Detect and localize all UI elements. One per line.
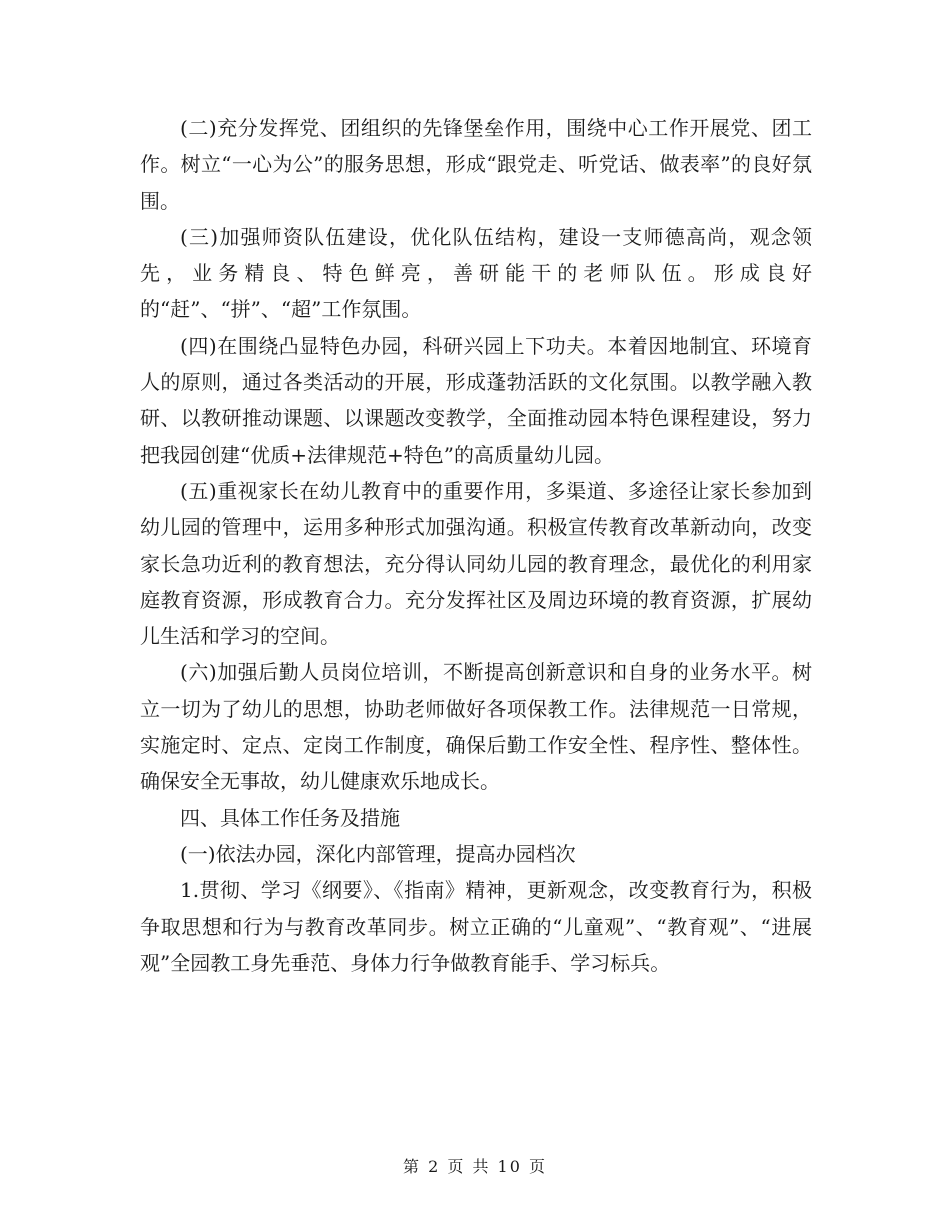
paragraph-parent-role: (五)重视家长在幼儿教育中的重要作用，多渠道、多途径让家长参加到幼儿园的管理中，运用多种形式加强沟通。积极宣传教育改革新动向，改变家长急功近利的教育想法，充分得认同幼儿园的教育理念，最优化的利用家庭教育资源，形成教育合力。充分发挥社区及周边环境的教育资源，扩展幼儿生活和学习的空间。 [140,478,812,649]
paragraph-logistics-training: (六)加强后勤人员岗位培训，不断提高创新意识和自身的业务水平。树立一切为了幼儿的思想，协助老师做好各项保教工作。法律规范一日常规，实施定时、定点、定岗工作制度，确保后勤工作安全性、程序性、整体性。确保安全无事故，幼儿健康欢乐地成长。 [140,660,812,794]
paragraph-teacher-team: (三)加强师资队伍建设，优化队伍结构，建设一支师德高尚，观念领先，业务精良、特色鲜亮，善研能干的老师队伍。形成良好的“赶”、“拼”、“超”工作氛围。 [140,224,812,322]
document-body [140,110,812,981]
section-heading-tasks: 四、具体工作任务及措施 [180,805,400,830]
page-number-footer: 第 2 页 共 10 页 [403,1157,547,1176]
paragraph-featured-school: (四)在围绕凸显特色办园，科研兴园上下功夫。本着因地制宜、环境育人的原则，通过各类活动的开展，形成蓬勃活跃的文化氛围。以教学融入教研、以教研推动课题、以课题改变教学，全面推动园本特色课程建设，努力把我园创建“优质+法律规范+特色”的高质量幼儿园。 [140,333,812,467]
paragraph-party-organization: (二)充分发挥党、团组织的先锋堡垒作用，围绕中心工作开展党、团工作。树立“一心为公”的服务思想，形成“跟党走、听党话、做表率”的良好氛围。 [140,116,812,213]
paragraph-item-1: 1.贯彻、学习《纲要》、《指南》精神，更新观念，改变教育行为，积极争取思想和行为与教育改革同步。树立正确的“儿童观”、“教育观”、“进展观”全园教工身先垂范、身体力行争做教育能手、学习标兵。 [140,878,812,975]
subsection-heading-management: (一)依法办园，深化内部管理，提高办园档次 [180,841,576,866]
